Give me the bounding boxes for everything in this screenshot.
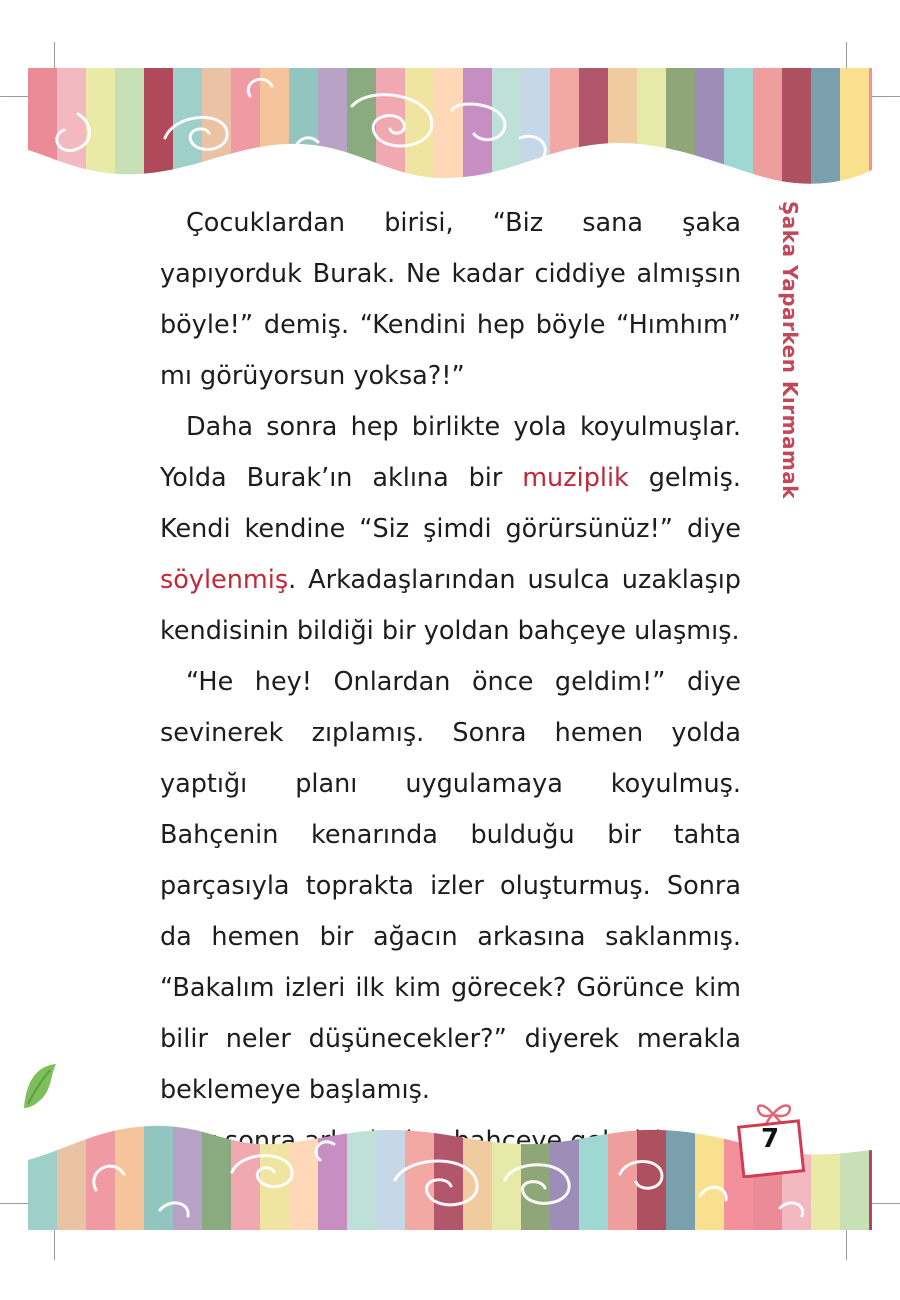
stripe: [144, 66, 174, 191]
stripe: [144, 1100, 174, 1235]
stripe: [695, 66, 725, 191]
stripe: [840, 1100, 870, 1235]
stripe: [231, 66, 261, 191]
story-text: [160, 198, 741, 1167]
stripe: [695, 1100, 725, 1235]
story-text-segment: Çocuklardan birisi, “Biz sana şaka yapıyorduk Burak. Ne kadar ciddiye almışsın böyle!” demiş. “Kendini hep böyle “Hımhım” mı görüyorsun yoksa?!”: [160, 208, 741, 391]
stripe: [811, 66, 841, 191]
stripe: [840, 66, 870, 191]
stripe-band-top: [0, 66, 900, 191]
stripe: [753, 66, 783, 191]
stripe: [318, 1100, 348, 1235]
story-text-segment: “He hey! Onlardan önce geldim!” diye sevinerek zıplamış. Sonra hemen yolda yaptığı planı uygulamaya koyulmuş. Bahçenin kenarında bulduğu bir tahta parçasıyla toprakta izler oluşturmuş. Sonra da hemen bir ağacın arkasına saklanmış. “Bakalım izleri ilk kim görecek? Görünce kim bilir neler düşünecekler?” diyerek merakla beklemeye başlamış.: [160, 667, 741, 1105]
story-paragraph: [160, 198, 741, 402]
stripe: [666, 1100, 696, 1235]
stripe: [637, 66, 667, 191]
stripe: [347, 1100, 377, 1235]
story-text-segment: gelmiş. Kendi kendine “Siz şimdi görürsünüz!” diye: [160, 463, 741, 544]
stripe: [869, 66, 899, 191]
stripe: [637, 1100, 667, 1235]
stripe: [376, 1100, 406, 1235]
glossary-word: muziplik: [522, 463, 629, 493]
header-decoration-band: [0, 66, 900, 191]
story-paragraph: [160, 402, 741, 657]
stripe: [666, 66, 696, 191]
stripe: [28, 66, 58, 191]
stripe: [318, 66, 348, 191]
stripe: [550, 66, 580, 191]
story-text-segment: sonra bahçeye: [224, 1126, 563, 1156]
stripe: [434, 1100, 464, 1235]
page-number-box: [733, 1100, 807, 1178]
stripe: [289, 66, 319, 191]
stripe: [782, 66, 812, 191]
stripe: [57, 66, 87, 191]
stripe: [579, 1100, 609, 1235]
stripe: [463, 66, 493, 191]
stripe: [115, 66, 145, 191]
story-text-segment: . Arkadaşlarından usulca uzaklaşıp kendisinin bildiği bir yoldan bahçeye ulaşmış.: [160, 565, 741, 646]
stripe: [202, 1100, 232, 1235]
chapter-title-text: Şaka Yaparken Kırmamak: [778, 200, 802, 500]
stripe: [289, 1100, 319, 1235]
story-text-segment: Daha sonra hep birlikte yola koyulmuşlar. Yolda Burak’ın aklına bir: [160, 412, 741, 493]
stripe: [521, 66, 551, 191]
stripe: [434, 66, 464, 191]
stripe: [608, 66, 638, 191]
stripe: [28, 1100, 58, 1235]
stripe: [724, 66, 754, 191]
story-paragraph: [160, 657, 741, 1116]
stripe: [811, 1100, 841, 1235]
glossary-word: söylenmiş: [160, 565, 289, 595]
stripe: [57, 1100, 87, 1235]
page-number: 7: [760, 1124, 780, 1154]
chapter-title-vertical: [755, 190, 825, 510]
stripe: [579, 66, 609, 191]
stripe: [260, 66, 290, 191]
stripe: [492, 66, 522, 191]
stripe: [869, 1100, 899, 1235]
